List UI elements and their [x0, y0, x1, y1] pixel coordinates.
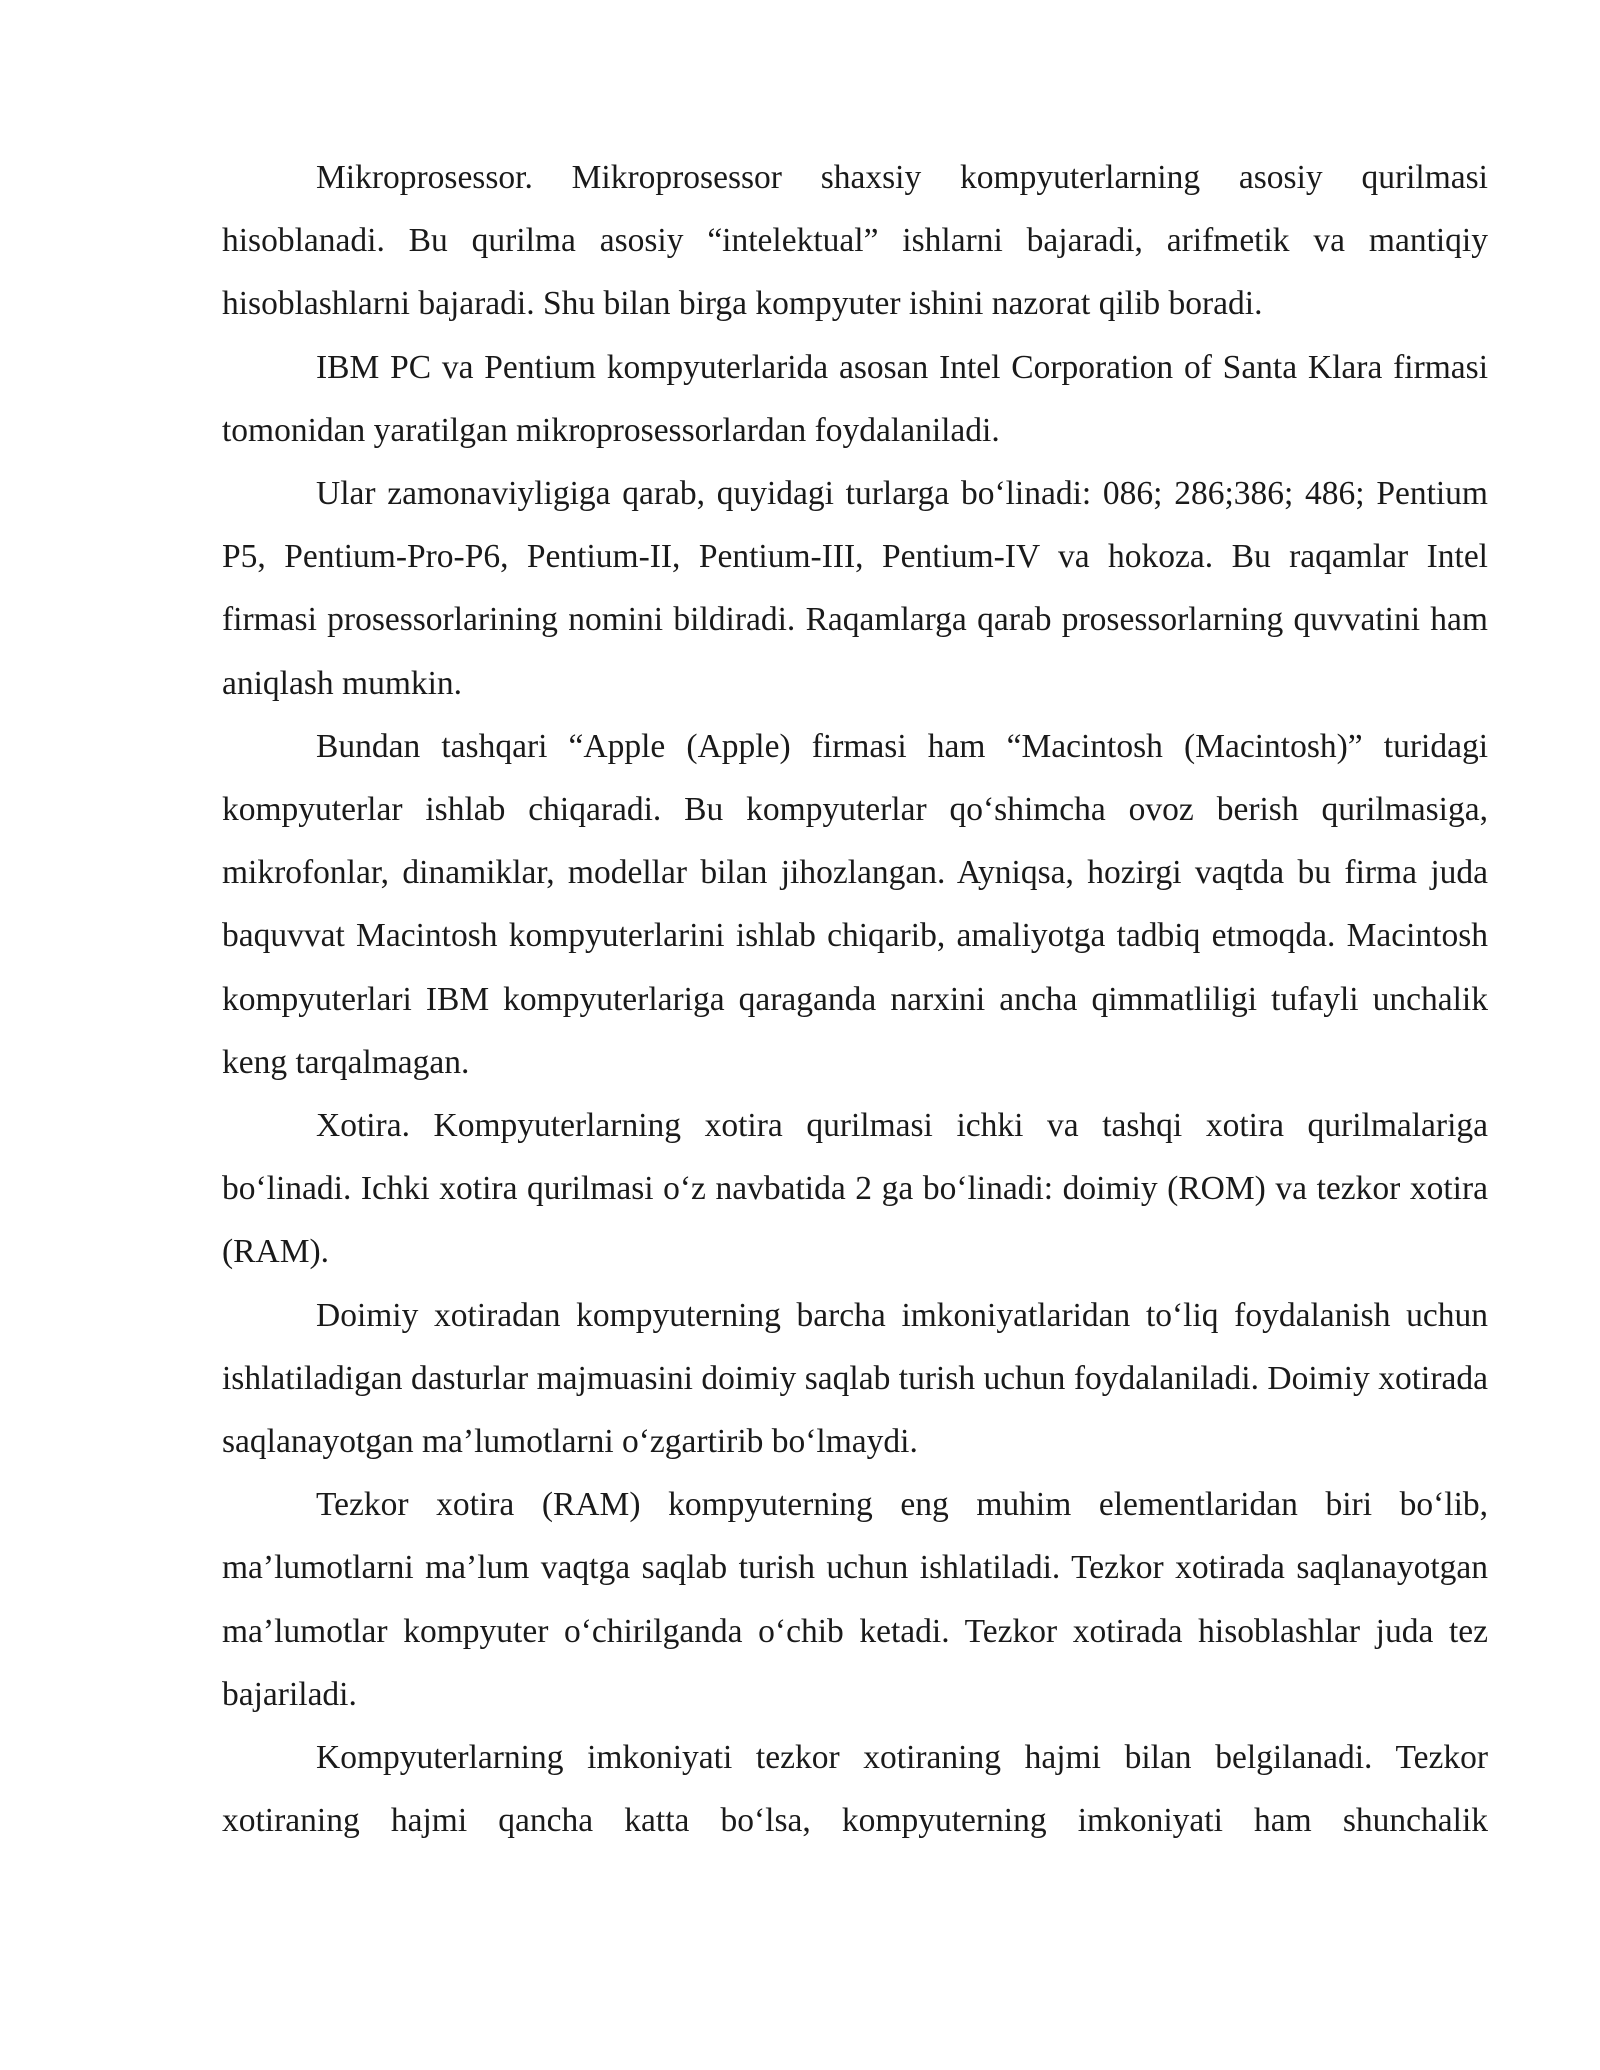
- paragraph-apple-macintosh: Bundan tashqari “Apple (Apple) firmasi ham “Macintosh (Macintosh)” turidagi kompyuterlar ishlab chiqaradi. Bu kompyuterlar qoʻshimcha ovoz berish qurilmasiga, mikrofonlar, dinamiklar, modellar bilan jihozlangan. Ayniqsa, hozirgi vaqtda bu firma juda baquvvat Macintosh kompyuterlarini ishlab chiqarib, amaliyotga tadbiq etmoqda. Macintosh kompyuterlari IBM kompyuterlariga qaraganda narxini ancha qimmatliligi tufayli unchalik keng tarqalmagan.: [222, 727, 1488, 1081]
- paragraph-xotira: Xotira. Kompyuterlarning xotira qurilmasi ichki va tashqi xotira qurilmalariga boʻlinadi. Ichki xotira qurilmasi oʻz navbatida 2 ga boʻlinadi: doimiy (ROM) va tezkor xotira (RAM).: [222, 1107, 1488, 1271]
- paragraph-rom: Doimiy xotiradan kompyuterning barcha imkoniyatlaridan toʻliq foydalanish uchun ishlatiladigan dasturlar majmuasini doimiy saqlab turish uchun foydalaniladi. Doimiy xotirada saqlanayotgan ma’lumotlarni oʻzgartirib boʻlmaydi.: [222, 1296, 1488, 1461]
- paragraph-ram: Tezkor xotira (RAM) kompyuterning eng muhim elementlaridan biri boʻlib, ma’lumotlarni ma’lum vaqtga saqlab turish uchun ishlatiladi. Tezkor xotirada saqlanayotgan ma’lumotlar kompyuter oʻchirilganda oʻchib ketadi. Tezkor xotirada hisoblashlar juda tez bajariladi.: [222, 1486, 1488, 1713]
- paragraph-capacity: Kompyuterlarning imkoniyati tezkor xotiraning hajmi bilan belgilanadi. Tezkor xotiraning hajmi qancha katta boʻlsa, kompyuterning imkoniyati ham shunchalik: [222, 1739, 1488, 1840]
- paragraph-ibm-pc: IBM PC va Pentium kompyuterlarida asosan Intel Corporation of Santa Klara firmasi tomonidan yaratilgan mikroprosessorlardan foydalaniladi.: [222, 348, 1488, 449]
- paragraph-processor-types: Ular zamonaviyligiga qarab, quyidagi turlarga boʻlinadi: 086; 286;386; 486; Pentium P5, Pentium-Pro-P6, Pentium-II, Pentium-III, Pentium-IV va hokoza. Bu raqamlar Intel firmasi prosessorlarining nomini bildiradi. Raqamlarga qarab prosessorlarning quvvatini ham aniqlash mumkin.: [222, 475, 1488, 702]
- paragraph-mikroprosessor: Mikroprosessor. Mikroprosessor shaxsiy kompyuterlarning asosiy qurilmasi hisoblanadi. Bu qurilma asosiy “intelektual” ishlarni bajaradi, arifmetik va mantiqiy hisoblashlarni bajaradi. Shu bilan birga kompyuter ishini nazorat qilib boradi.: [222, 159, 1488, 323]
- document-body: [222, 146, 1488, 1852]
